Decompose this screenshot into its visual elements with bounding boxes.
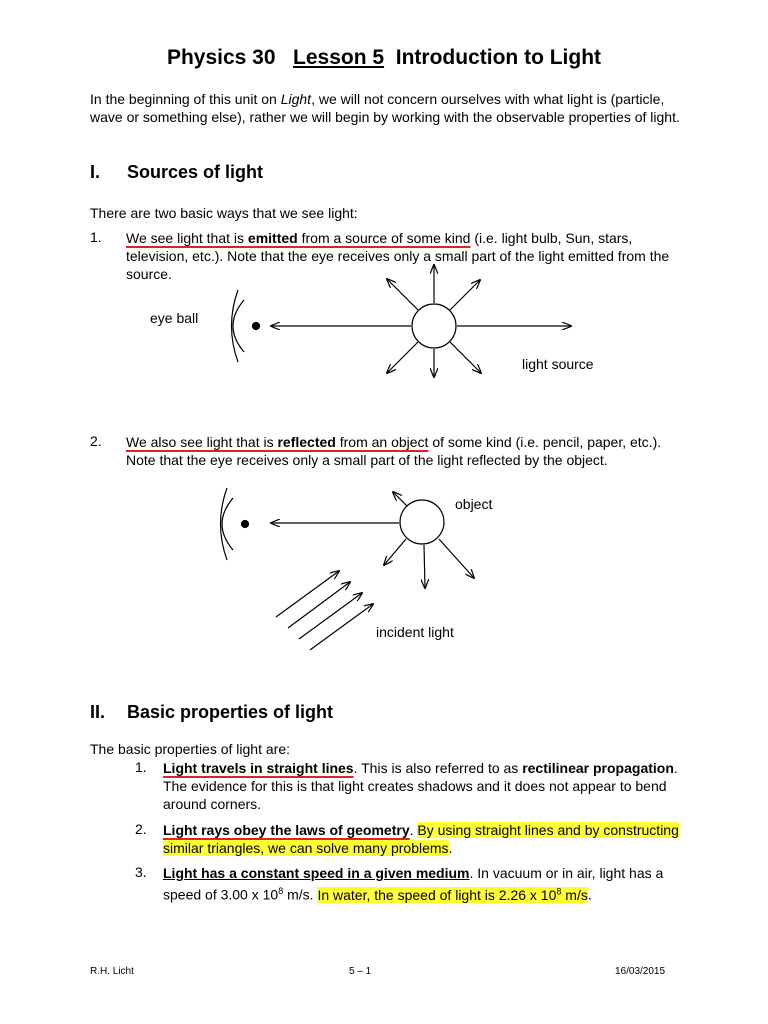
highlight: In water, the speed of light is 2.26 x $10^8$ m/s <box>317 886 588 903</box>
property-2: Light rays obey the laws of geometry. By using straight lines and by constructing similar triangles, we can solve many problems. <box>163 822 679 856</box>
properties-intro: The basic properties of light are: <box>90 741 290 757</box>
document-page: Physics 30 Lesson 5 Introduction to Light In the beginning of this unit on Light, we will not concern ourselves with what light is (particle, wave or something else), rather we will begin by working with the observable properties of light. I. Sources of light There are two basic ways that we see light: 1. We see light that is emitted from a source of some kind (i.e. light bulb, Sun, stars, television, etc.). Note that the eye receives only a small part of the light emitted from the source. eye ball light source 2. We also see light that is reflected from an object of some kind (i.e. pencil, paper, etc.). Note that the eye receives only a small part of the light reflected by the object. object incident light II. Basic properties of light The basic properties of light are: 1. Light travels in straight lines. This is also referred to as rectilinear propagation. The evidence for this is that light creates shadows and it does not appear to bend around corners. 2. Light rays obey the laws of geometry. By using straight lines and by constructing similar triangles, we can solve many problems. 3. Light has a constant speed in a given medium. In vacuum or in air, light has a speed of 3.00 x $10^8$ m/s. In water, the speed of light is 2.26 x $10^8$ m/s. R.H. Licht 5 – 1 16/03/2015 <box>0 0 768 1024</box>
list-number: 3. <box>135 864 147 880</box>
highlight: By using straight lines and by constructing similar triangles, we can solve many problems <box>163 822 679 856</box>
light-source-label: light source <box>522 356 594 372</box>
eye-lens-icon <box>233 300 244 352</box>
reflected-ray <box>393 492 407 506</box>
eye-ball-label: eye ball <box>150 310 199 326</box>
eye-lens-icon <box>222 498 233 550</box>
ray <box>387 342 418 373</box>
ray <box>450 342 481 373</box>
intro-paragraph: In the beginning of this unit on Light, we will not concern ourselves with what light is (particle, wave or something else), rather we will begin by working with the observable properties of light. <box>90 91 680 125</box>
footer-date: 16/03/2015 <box>615 966 666 977</box>
object-icon <box>400 500 444 544</box>
reflected-ray <box>439 539 474 578</box>
list-item-2: We also see light that is reflected from an object of some kind (i.e. pencil, paper, etc.). Note that the eye receives only a small part of the light reflected by the object. <box>126 434 662 468</box>
light-source-icon <box>412 304 456 348</box>
property-1: Light travels in straight lines. This is also referred to as rectilinear propagation. The evidence for this is that light creates shadows and it does not appear to bend around corners. <box>163 760 678 812</box>
list-number: 1. <box>90 229 102 245</box>
ray <box>387 279 418 310</box>
incident-ray <box>299 593 362 639</box>
emission-diagram <box>232 265 572 377</box>
ray <box>450 280 480 310</box>
title-course: Physics 30 <box>166 46 294 69</box>
list-number: 2. <box>135 821 147 837</box>
ways-intro: There are two basic ways that we see light: <box>90 205 358 221</box>
property-3: Light has a constant speed in a given medium. In vacuum or in air, light has a speed of 3.00 x $10^8$ m/s. In water, the speed of light is 2.26 x $10^8$ m/s. <box>163 865 664 903</box>
pupil-icon <box>253 323 260 330</box>
reflected-ray <box>424 545 425 588</box>
object-label: object <box>455 496 493 512</box>
incident-ray <box>276 571 339 617</box>
footer-page-number: 5 – 1 <box>349 966 372 977</box>
title-lesson: Lesson 5 <box>293 46 385 69</box>
list-number: 2. <box>90 433 102 449</box>
intro-emphasis: Light <box>280 91 312 107</box>
title-topic: Introduction to Light <box>384 46 602 69</box>
list-number: 1. <box>135 759 147 775</box>
list-item-1: We see light that is emitted from a source of some kind (i.e. light bulb, Sun, stars, television, etc.). Note that the eye receives only a small part of the light emitted from the source. <box>126 230 670 282</box>
incident-ray <box>288 582 350 628</box>
incident-light-label: incident light <box>376 624 454 640</box>
pupil-icon <box>242 521 249 528</box>
reflection-diagram <box>221 488 475 650</box>
incident-ray <box>310 604 373 650</box>
reflected-ray <box>384 539 406 565</box>
footer-author: R.H. Licht <box>90 966 134 977</box>
